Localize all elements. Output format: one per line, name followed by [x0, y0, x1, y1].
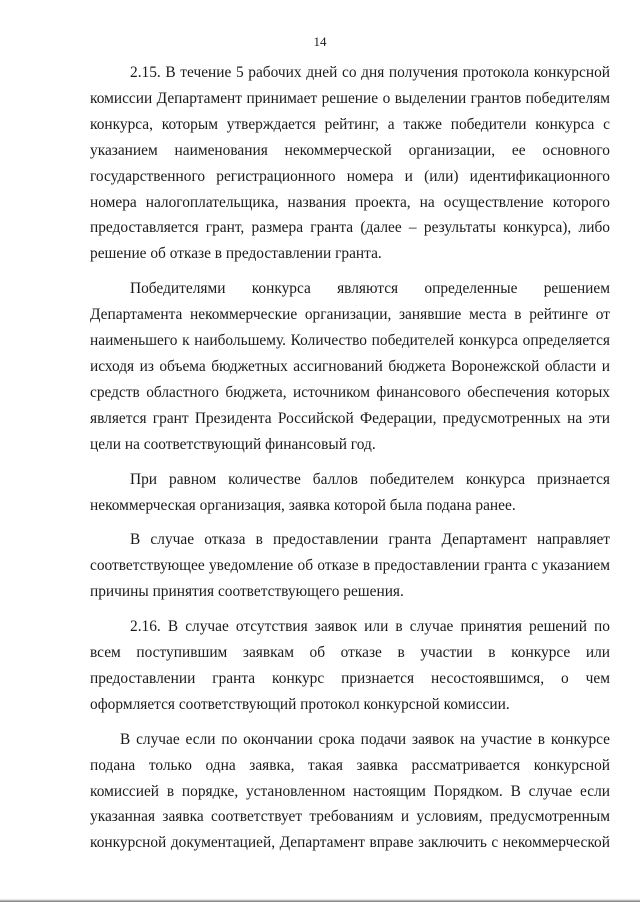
page-number: 14 [313, 34, 327, 49]
paragraph-refusal: В случае отказа в предоставлении гранта Департамент направляет соответствующее уведомление об отказе в предоставлении гранта с указанием причины принятия соответствующего решения. [90, 531, 610, 601]
paragraph-2-16: 2.16. В случае отсутствия заявок или в случае принятия решений по всем поступившим заявкам об отказе в участии в конкурсе или предоставлении гранта конкурс признается несостоявшимся, о чем оформляется соответствующий протокол конкурсной комиссии. [90, 618, 610, 713]
paragraph-winners: Победителями конкурса являются определенные решением Департамента некоммерческие организации, занявшие места в рейтинге от наименьшего к наибольшему. Количество победителей конкурса определяется исходя из объема бюджетных ассигнований бюджета Воронежской области и средств областного бюджета, источником финансового обеспечения которых является грант Президента Российской Федерации, предусмотренных на эти цели на соответствующий финансовый год. [90, 280, 610, 453]
document-body [90, 60, 610, 856]
paragraph-2-15: 2.15. В течение 5 рабочих дней со дня получения протокола конкурсной комиссии Департамент принимает решение о выделении грантов победителям конкурса, которым утверждается рейтинг, а также победители конкурса с указанием наименования некоммерческой организации, ее основного государственного регистрационного номера и (или) идентификационного номера налогоплательщика, названия проекта, на осуществление которого предоставляется грант, размера гранта (далее – результаты конкурса), либо решение об отказе в предоставлении гранта. [90, 64, 610, 263]
paragraph-equal-score: При равном количестве баллов победителем конкурса признается некоммерческая организация, заявка которой была подана ранее. [90, 470, 610, 514]
paragraph-single-application: В случае если по окончании срока подачи заявок на участие в конкурсе подана только одна заявка, такая заявка рассматривается конкурсной комиссией в порядке, установленном настоящим Порядком. В случае если указанная заявка соответствует требованиям и условиям, предусмотренным конкурсной документацией, Департамент вправе заключить с некоммерческой [90, 730, 610, 852]
